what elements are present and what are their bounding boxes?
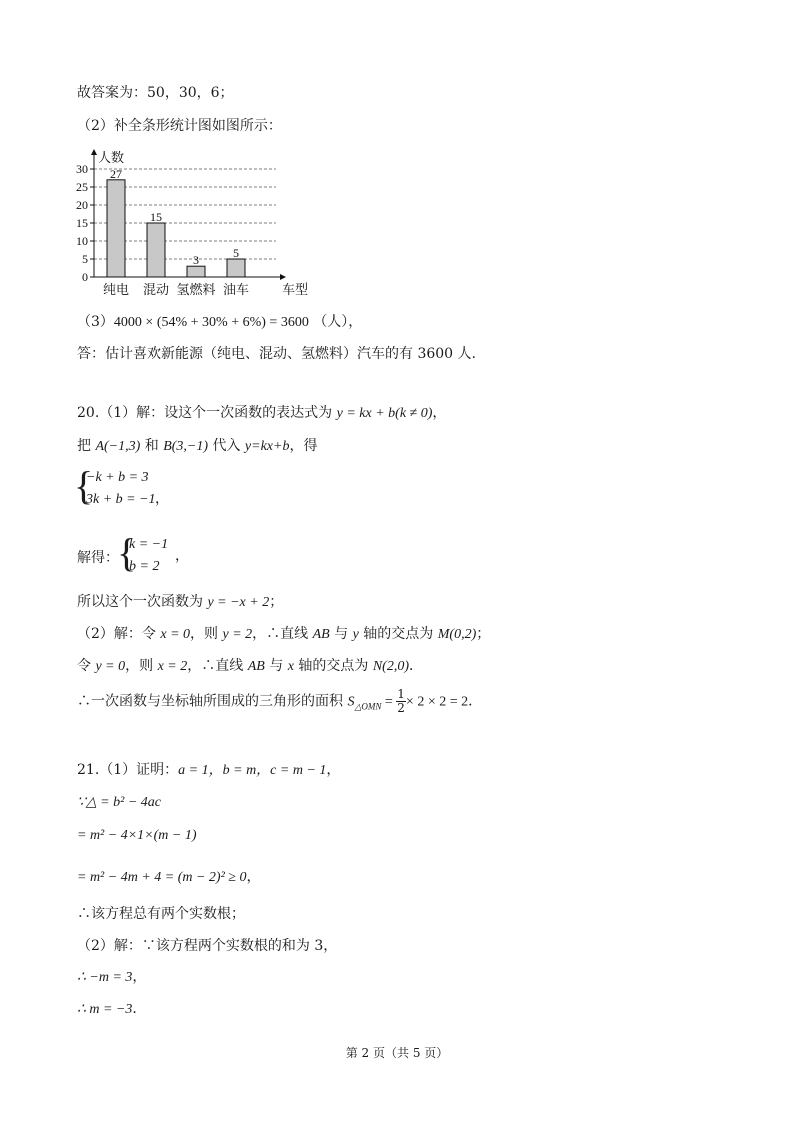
q21-step3: ∴ −m = 3， — [77, 969, 147, 985]
y-axis-arrow — [91, 149, 97, 155]
q21-discriminant: ∵△ = b² − 4ac — [77, 795, 161, 810]
bar — [227, 259, 245, 277]
part3-answer: 答：估计喜欢新能源（纯电、混动、氢燃料）汽车的有 3600 人. — [77, 346, 476, 362]
category-label: 纯电 — [102, 283, 130, 298]
q21-result: ∴ m = −3． — [77, 1001, 147, 1017]
bar-value-label: 27 — [110, 166, 122, 181]
x-axis-arrow — [280, 274, 286, 280]
bar — [107, 180, 125, 277]
bar-value-label: 5 — [233, 246, 239, 260]
y-tick-label: 5 — [82, 252, 88, 266]
y-axis-label: 人数 — [98, 151, 125, 166]
equation-system-1: { −k + b = 3 3k + b = −1 ， — [74, 463, 169, 508]
part3-calc: （3）4000 × (54% + 30% + 6%) = 3600 （人）， — [77, 314, 363, 330]
category-label: 油车 — [222, 283, 250, 298]
y-tick-label: 20 — [76, 198, 88, 212]
bar-value-label: 3 — [193, 253, 199, 268]
part2-intro: （2）补全条形统计图如图所示： — [77, 118, 282, 134]
q20-area: ∴一次函数与坐标轴所围成的三角形的面积 $S_{\triangle OMN}$ = $\frac{1}{2}$ × 2 × 2 = 2． — [77, 687, 483, 715]
q21-step1: = m² − 4×1×(m − 1) — [77, 828, 197, 843]
y-tick-label: 15 — [76, 216, 88, 230]
equation-system-2: 解得： { k = −1 b = 2 ， — [77, 530, 189, 575]
q21-line1: 21.（1）证明：a = 1，b = m，c = m − 1， — [77, 762, 341, 778]
y-tick-label: 10 — [76, 234, 88, 248]
answer-line: 故答案为：50，30，6； — [77, 85, 234, 101]
page-footer: 第 2 页（共 5 页） — [345, 1046, 449, 1060]
x-axis-label: 车型 — [282, 283, 309, 298]
q20-line2: 把 A(−1,3) 和 B(3,−1) 代入 y=kx+b，得 — [77, 438, 318, 454]
q20-line1: 20.（1）解：设这个一次函数的表达式为 y = kx + b(k ≠ 0)， — [77, 405, 447, 421]
q21-step2: = m² − 4m + 4 = (m − 2)² ≥ 0， — [77, 869, 261, 885]
category-label: 氢燃料 — [176, 283, 216, 298]
y-tick-label: 0 — [82, 270, 88, 284]
bar-value-label: 15 — [150, 210, 162, 224]
bar — [147, 223, 165, 277]
q21-conclusion: ∴该方程总有两个实数根； — [77, 906, 245, 922]
category-label: 混动 — [142, 283, 170, 298]
y-tick-label: 30 — [76, 162, 88, 176]
y-tick-label: 25 — [76, 180, 88, 194]
q20-function: 所以这个一次函数为 y = −x + 2； — [77, 594, 284, 610]
q20-part2-line2: 令 y = 0，则 x = 2，∴直线 AB 与 x 轴的交点为 N(2,0)． — [77, 658, 424, 674]
q20-part2-line1: （2）解：令 x = 0，则 y = 2，∴直线 AB 与 y 轴的交点为 M(0,2)； — [77, 626, 491, 642]
bar — [187, 266, 205, 277]
q21-part2: （2）解：∵该方程两个实数根的和为 3， — [77, 938, 338, 954]
bar-chart — [72, 142, 312, 302]
